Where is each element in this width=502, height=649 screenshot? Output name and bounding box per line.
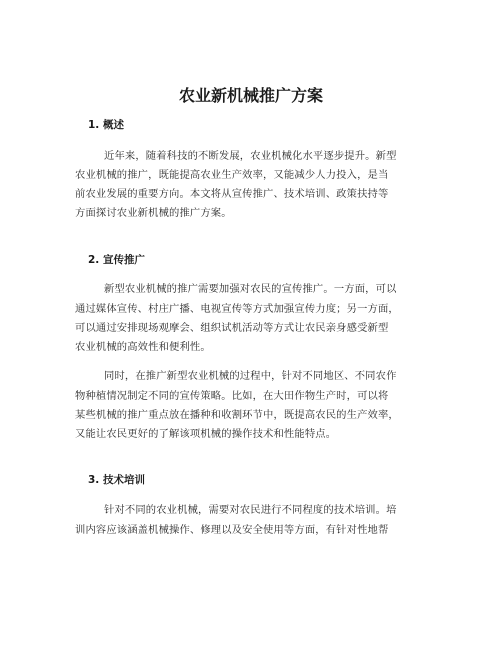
paragraph-line: 前农业发展的重要方向。本文将从宣传推广、技术培训、政策扶持等 [75, 188, 389, 200]
paragraph-line: 方面探讨农业新机械的推广方案。 [75, 207, 232, 219]
paragraph-line: 近年来，随着科技的不断发展，农业机械化水平逐步提升。新型 [104, 150, 397, 162]
document-title: 农业新机械推广方案 [178, 86, 323, 105]
paragraph-line: 训内容应该涵盖机械操作、修理以及安全使用等方面，有针对性地帮 [75, 524, 389, 536]
section-heading-promotion: 2. 宣传推广 [88, 254, 145, 266]
paragraph-line: 新型农业机械的推广需要加强对农民的宣传推广。一方面，可以 [104, 283, 397, 295]
section-heading-overview: 1. 概述 [88, 119, 124, 131]
paragraph-line: 可以通过安排现场观摩会、组织试机活动等方式让农民亲身感受新型 [75, 322, 389, 334]
paragraph-line: 又能让农民更好的了解该项机械的操作技术和性能特点。 [75, 428, 337, 440]
paragraph-line: 农业机械的高效性和便利性。 [75, 341, 211, 353]
paragraph-line: 通过媒体宣传、村庄广播、电视宣传等方式加强宣传力度；另一方面， [75, 303, 399, 315]
section-heading-training: 3. 技术培训 [88, 474, 145, 486]
paragraph-line: 农业机械的推广，既能提高农业生产效率，又能减少人力投入，是当 [75, 169, 389, 181]
paragraph-line: 某些机械的推广重点放在播种和收割环节中，既提高农民的生产效率， [75, 409, 399, 421]
paragraph-line: 物种植情况制定不同的宣传策略。比如，在大田作物生产时，可以将 [75, 390, 389, 402]
paragraph-line: 针对不同的农业机械，需要对农民进行不同程度的技术培训。培 [104, 504, 397, 516]
paragraph-line: 同时，在推广新型农业机械的过程中，针对不同地区、不同农作 [104, 370, 397, 382]
